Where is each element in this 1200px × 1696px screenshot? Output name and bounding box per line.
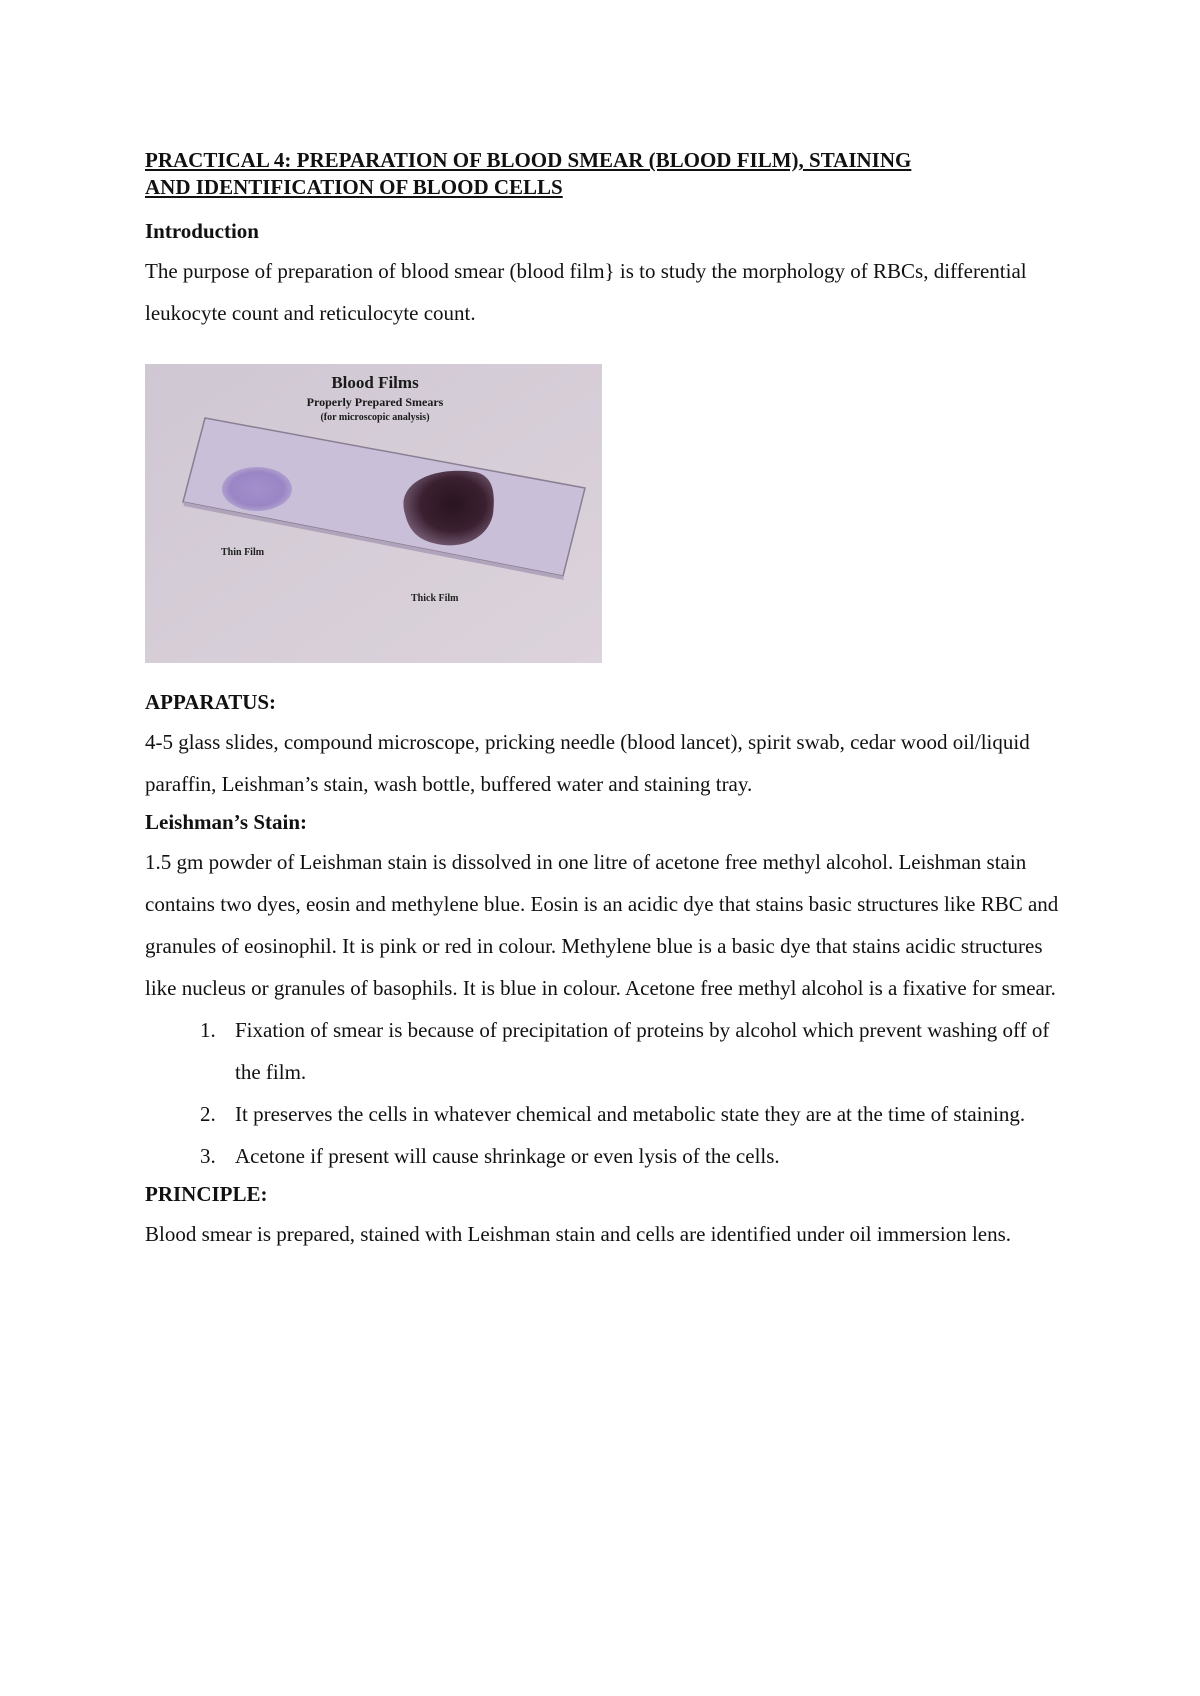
thick-film-label: Thick Film xyxy=(411,593,459,604)
principle-heading: PRINCIPLE: xyxy=(145,1182,268,1206)
blood-films-figure xyxy=(145,364,602,663)
apparatus-text: 4-5 glass slides, compound microscope, pricking needle (blood lancet), spirit swab, cedar wood oil/liquid paraffin, Leishman’s stain, wash bottle, buffered water and staining tray. xyxy=(145,730,1030,796)
title-line-2: AND IDENTIFICATION OF BLOOD CELLS xyxy=(145,175,563,199)
leishman-points-list xyxy=(145,1009,1065,1177)
principle-text: Blood smear is prepared, stained with Leishman stain and cells are identified under oil immersion lens. xyxy=(145,1222,1012,1246)
figure-subtitle: Properly Prepared Smears xyxy=(306,395,444,409)
introduction-heading: Introduction xyxy=(145,219,259,243)
list-item xyxy=(221,1009,1065,1093)
list-item xyxy=(221,1135,1065,1177)
introduction-text: The purpose of preparation of blood smear (blood film} is to study the morphology of RBCs, differential leukocyte count and reticulocyte count. xyxy=(145,259,1027,325)
figure-note: (for microscopic analysis) xyxy=(320,412,430,423)
apparatus-heading: APPARATUS: xyxy=(145,690,277,714)
leishman-text: 1.5 gm powder of Leishman stain is dissolved in one litre of acetone free methyl alcohol. Leishman stain contains two dyes, eosin and methylene blue. Eosin is an acidic dye that stains basic structures like RBC and granules of eosinophil. It is pink or red in colour. Methylene blue is a basic dye that stains acidic structures like nucleus or granules of basophils. It is blue in colour. Acetone free methyl alcohol is a fixative for smear. xyxy=(145,850,1059,1000)
document-title xyxy=(145,147,1065,201)
list-item xyxy=(221,1093,1065,1135)
thin-film-smear xyxy=(222,467,292,511)
thin-film-label: Thin Film xyxy=(221,547,265,558)
list-item-text: Acetone if present will cause shrinkage or even lysis of the cells. xyxy=(235,1144,780,1168)
figure-title: Blood Films xyxy=(331,373,419,392)
document-page xyxy=(145,147,1065,1255)
leishman-heading: Leishman’s Stain: xyxy=(145,810,308,834)
title-line-1: PRACTICAL 4: PREPARATION OF BLOOD SMEAR (BLOOD FILM), STAINING xyxy=(145,148,912,172)
thick-film-smear xyxy=(403,471,493,546)
list-item-text: Fixation of smear is because of precipitation of proteins by alcohol which prevent washing off of the film. xyxy=(235,1018,1050,1084)
list-item-text: It preserves the cells in whatever chemical and metabolic state they are at the time of staining. xyxy=(235,1102,1026,1126)
